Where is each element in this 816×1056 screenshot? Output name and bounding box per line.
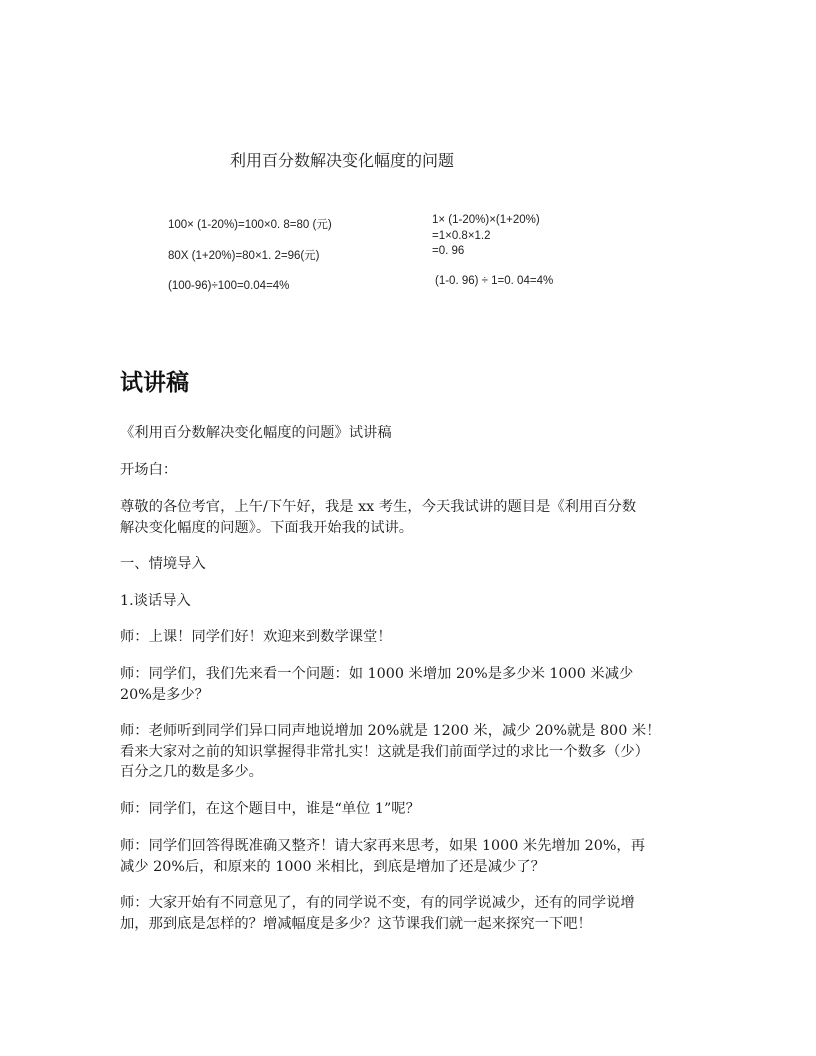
text-line: 师：大家开始有不同意见了，有的同学说不变，有的同学说减少，还有的同学说增 <box>120 895 635 911</box>
board-left-line-3: (100-96)÷100=0.04=4% <box>168 280 290 292</box>
paragraph-teacher-2 <box>120 664 705 705</box>
text-line: 尊敬的各位考官，上午/下午好，我是 xx 考生，今天我试讲的题目是《利用百分数 <box>120 499 637 515</box>
paragraph-greeting <box>120 497 705 538</box>
board-title: 利用百分数解决变化幅度的问题 <box>230 151 455 170</box>
text-line: 《利用百分数解决变化幅度的问题》试讲稿 <box>120 425 392 441</box>
text-line: 看来大家对之前的知识掌握得非常扎实！这就是我们前面学过的求比一个数多（少） <box>120 743 649 760</box>
text-line: 师：上课！同学们好！欢迎来到数学课堂！ <box>120 629 392 645</box>
section-title: 试讲稿 <box>120 370 189 396</box>
board-right-line-4: (1-0. 96) ÷ 1=0. 04=4% <box>435 275 554 287</box>
board-left-line-1: 100× (1-20%)=100×0. 8=80 (元) <box>168 219 332 231</box>
text-line: 解决变化幅度的问题》。下面我开始我的试讲。 <box>120 519 414 536</box>
text-line: 一、情境导入 <box>120 556 206 572</box>
text-line: 20%是多少？ <box>120 686 209 703</box>
board-right-line-2: =1×0.8×1.2 <box>432 230 491 242</box>
text-line: 师：老师听到同学们异口同声地说增加 20%就是 1200 米，减少 20%就是 800 米！ <box>120 723 661 739</box>
board-left-line-2: 80X (1+20%)=80×1. 2=96(元) <box>168 250 320 262</box>
paragraph-teacher-4 <box>120 799 705 820</box>
paragraph-opening-label <box>120 460 705 481</box>
paragraph-section-1 <box>120 554 705 575</box>
board-right-line-1: 1× (1-20%)×(1+20%) <box>432 214 540 226</box>
paragraph-teacher-1 <box>120 627 705 648</box>
paragraph-teacher-3 <box>120 721 705 783</box>
paragraph-subsection-1 <box>120 591 705 612</box>
text-line: 百分之几的数是多少。 <box>120 764 263 780</box>
blackboard-image <box>0 0 816 320</box>
paragraph-teacher-5 <box>120 836 705 877</box>
text-line: 师：同学们，我们先来看一个问题：如 1000 米增加 20%是多少米 1000 米减少 <box>120 666 634 682</box>
text-line: 加，那到底是怎样的？增减幅度是多少？这节课我们就一起来探究一下吧！ <box>120 915 592 932</box>
board-right-line-3: =0. 96 <box>432 245 465 257</box>
paragraph-teacher-6 <box>120 893 705 934</box>
text-line: 减少 20%后，和原来的 1000 米相比，到底是增加了还是减少了？ <box>120 858 545 875</box>
text-line: 师：同学们回答得既准确又整齐！请大家再来思考，如果 1000 米先增加 20%，再 <box>120 838 645 854</box>
text-line: 开场白： <box>120 462 178 478</box>
text-line: 1.谈话导入 <box>120 593 191 609</box>
text-line: 师：同学们，在这个题目中，谁是“单位 1”呢？ <box>120 801 420 817</box>
paragraph-lesson-title <box>120 423 705 444</box>
